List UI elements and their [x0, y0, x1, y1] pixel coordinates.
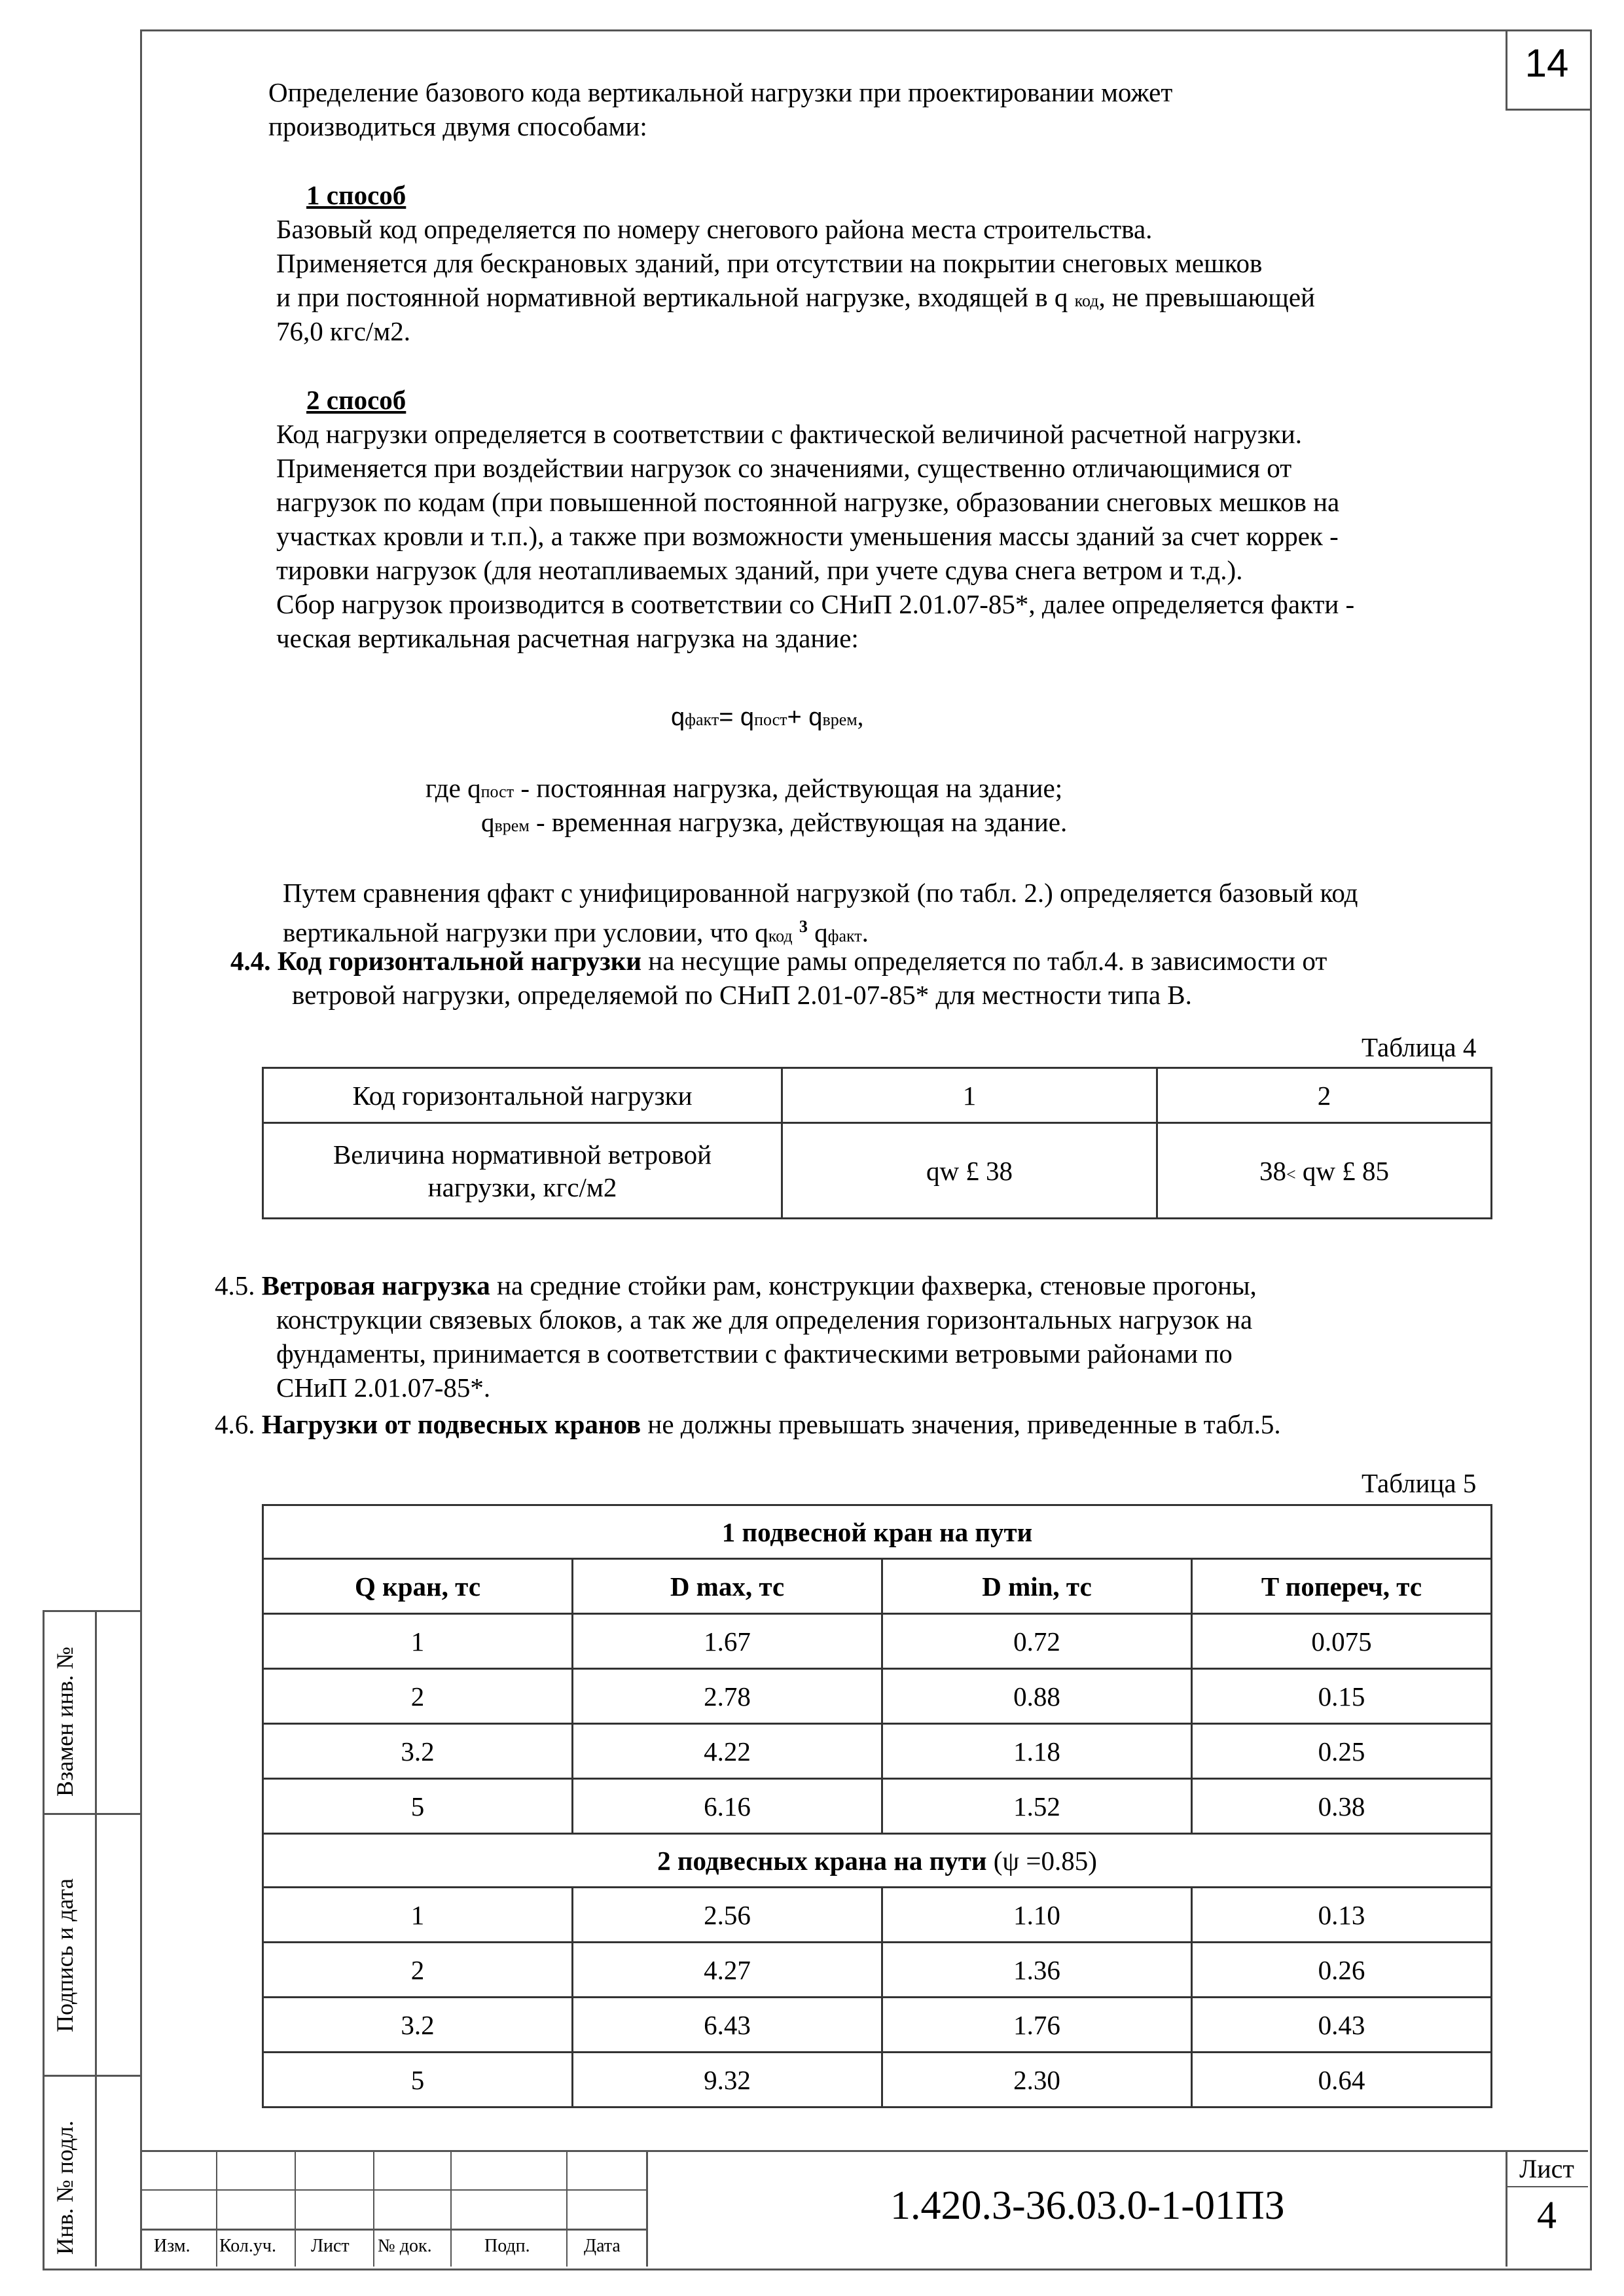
where-line-1: [425, 771, 1062, 809]
method1-line-3-end: , не превышающей: [1098, 282, 1315, 312]
table4-v2-b: qw £ 85: [1295, 1155, 1390, 1186]
compare-line-1: Путем сравнения qфакт с унифицированной нагрузкой (по табл. 2.) определяется базовый код: [283, 878, 1358, 908]
table4-header-code1: 1: [782, 1068, 1157, 1123]
sheet-number: 4: [1537, 2193, 1557, 2236]
method1-line-3: [276, 280, 1315, 318]
table4-row-label-2: нагрузки, кгс/м2: [427, 1172, 617, 1202]
table5-group2-title-bold: 2 подвесных крана на пути: [657, 1845, 987, 1876]
section-4-6-num: 4.6.: [215, 1409, 262, 1439]
table5: [262, 1504, 1492, 2108]
table4-header-label: Код горизонтальной нагрузки: [263, 1068, 782, 1123]
formula-post: пост: [754, 710, 787, 729]
table-cell: 2.56: [573, 1888, 882, 1943]
method2-line-4: участках кровли и т.п.), а также при возможности уменьшения массы зданий за счет коррек -: [276, 521, 1339, 551]
table5-group1-title: 1 подвесной кран на пути: [263, 1505, 1492, 1559]
stamp-ndok: № док.: [378, 2236, 432, 2256]
table-cell: 2: [263, 1943, 573, 1998]
table5-group2-title-rest: (ψ =0.85): [986, 1845, 1097, 1876]
section-4-4-title: 4.4. Код горизонтальной нагрузки: [230, 946, 642, 976]
table-row: [263, 2053, 1492, 2108]
section-4-5-num: 4.5.: [215, 1270, 262, 1300]
table-cell: 1.10: [882, 1888, 1192, 1943]
table-cell: 5: [263, 2053, 573, 2108]
table-row: [263, 1943, 1492, 1998]
table-cell: 9.32: [573, 2053, 882, 2108]
where-2b: - временная нагрузка, действующая на здание.: [529, 807, 1068, 837]
table-cell: 0.13: [1192, 1888, 1492, 1943]
side-divider-1: [43, 1813, 140, 1815]
table5-header-t: T попереч, тс: [1192, 1559, 1492, 1614]
table5-header-dmax: D max, тс: [573, 1559, 882, 1614]
compare-2-sup: 3: [799, 917, 808, 936]
stamp-col-5: [566, 2150, 568, 2267]
section-4-5-line-1: [215, 1268, 1257, 1302]
section-4-5-title: Ветровая нагрузка: [261, 1270, 490, 1300]
where-1-sub: пост: [480, 782, 514, 801]
table-cell: 1.36: [882, 1943, 1192, 1998]
side-label-zamen: Взамен инв. №: [52, 1646, 78, 1797]
table-cell: 4.27: [573, 1943, 882, 1998]
compare-2-sub: код: [768, 926, 793, 946]
side-divider-v: [95, 1610, 97, 2267]
table-cell: 0.15: [1192, 1669, 1492, 1724]
table-cell: 1.18: [882, 1724, 1192, 1779]
stamp-data: Дата: [584, 2236, 621, 2256]
section-4-6-rest: не должны превышать значения, приведенные в табл.5.: [641, 1409, 1281, 1439]
intro-line-1: Определение базового кода вертикальной нагрузки при проектировании может: [268, 77, 1173, 107]
method1-line-4: 76,0 кгс/м2.: [276, 316, 411, 346]
table-cell: 0.38: [1192, 1779, 1492, 1834]
method1-line-1: Базовый код определяется по номеру снегового района места строительства.: [276, 214, 1153, 244]
formula-vrem: врем: [822, 710, 857, 729]
table-cell: 0.64: [1192, 2053, 1492, 2108]
table-cell: 5: [263, 1779, 573, 1834]
table-row: [263, 1888, 1492, 1943]
table-cell: 0.25: [1192, 1724, 1492, 1779]
table-cell: 0.075: [1192, 1614, 1492, 1669]
table-cell: 0.72: [882, 1614, 1192, 1669]
table5-header-q: Q кран, тс: [263, 1559, 573, 1614]
formula: [671, 700, 863, 737]
stamp-col-4: [450, 2150, 452, 2267]
compare-2b: q: [814, 917, 828, 948]
formula-end: ,: [857, 704, 864, 731]
table-cell: 2.30: [882, 2053, 1192, 2108]
table-cell: 6.16: [573, 1779, 882, 1834]
compare-2a: вертикальной нагрузки при условии, что q: [283, 917, 768, 948]
formula-fakt: факт: [685, 710, 719, 729]
section-4-5-line-4: СНиП 2.01.07-85*.: [276, 1372, 491, 1403]
section-4-4-rest: на несущие рамы определяется по табл.4. в зависимости от: [641, 946, 1327, 976]
section-4-5-rest: на средние стойки рам, конструкции фахверка, стеновые прогоны,: [490, 1270, 1257, 1300]
section-4-5-line-3: фундаменты, принимается в соответствии с фактическими ветровыми районами по: [276, 1338, 1233, 1369]
table-cell: 3.2: [263, 1724, 573, 1779]
section-4-6-title: Нагрузки от подвесных кранов: [261, 1409, 641, 1439]
method1-line-3-sub: код: [1074, 291, 1099, 310]
table-cell: 4.22: [573, 1724, 882, 1779]
section-4-6-line: [215, 1407, 1281, 1441]
table4-value-code1: qw £ 38: [782, 1123, 1157, 1219]
stamp-col-6: [646, 2150, 648, 2267]
table-cell: 1: [263, 1888, 573, 1943]
table5-group2-title: [263, 1834, 1492, 1888]
stamp-sheet-line: [1506, 2186, 1588, 2187]
table-cell: 1.67: [573, 1614, 882, 1669]
table-cell: 0.26: [1192, 1943, 1492, 1998]
method2-title: 2 способ: [306, 385, 406, 415]
stamp-podp: Подп.: [484, 2236, 530, 2256]
method2-line-1: Код нагрузки определяется в соответствии с фактической величиной расчетной нагрузки.: [276, 419, 1302, 449]
stamp-col-1: [216, 2150, 217, 2267]
side-divider-2: [43, 2075, 140, 2077]
table-cell: 1: [263, 1614, 573, 1669]
table-row: [263, 1779, 1492, 1834]
table-row: [263, 1669, 1492, 1724]
table4-v2-lt: <: [1286, 1164, 1296, 1184]
section-4-4-line-2: ветровой нагрузки, определяемой по СНиП 2.01-07-85* для местности типа В.: [292, 980, 1192, 1010]
stamp-col-2: [295, 2150, 296, 2267]
compare-2c: .: [861, 917, 869, 948]
table-cell: 1.52: [882, 1779, 1192, 1834]
sheet-label: Лист: [1519, 2154, 1574, 2183]
stamp-list: Лист: [311, 2236, 350, 2256]
table-row: [263, 1998, 1492, 2053]
table-cell: 6.43: [573, 1998, 882, 2053]
section-4-4-line-1: [230, 944, 1327, 978]
compare-2-sub2: факт: [827, 926, 862, 946]
formula-eq: = q: [719, 704, 755, 731]
method2-line-7: ческая вертикальная расчетная нагрузка на здание:: [276, 623, 859, 653]
method2-line-5: тировки нагрузок (для неотапливаемых зданий, при учете сдува снега ветром и т.д.).: [276, 555, 1243, 585]
method2-line-6: Сбор нагрузок производится в соответствии со СНиП 2.01.07-85*, далее определяется факти -: [276, 589, 1355, 619]
table5-header-dmin: D min, тс: [882, 1559, 1192, 1614]
method2-line-2: Применяется при воздействии нагрузок со значениями, существенно отличающимися от: [276, 453, 1292, 483]
stamp-col-3: [373, 2150, 374, 2267]
formula-q: q: [671, 704, 685, 731]
method2-line-3: нагрузок по кодам (при повышенной постоянной нагрузке, образовании снеговых мешков на: [276, 487, 1340, 517]
where-2-sub: врем: [494, 816, 530, 835]
table4-v2-a: 38: [1259, 1155, 1286, 1186]
table4-caption: Таблица 4: [1362, 1032, 1477, 1062]
table5-caption: Таблица 5: [1362, 1468, 1477, 1498]
table4: [262, 1067, 1492, 1219]
table4-value-code2: [1157, 1123, 1492, 1219]
table4-row-label-1: Величина нормативной ветровой: [333, 1139, 712, 1170]
page-number: 14: [1525, 41, 1569, 85]
table4-row-label: [263, 1123, 782, 1219]
table-cell: 3.2: [263, 1998, 573, 2053]
where-2a: q: [481, 807, 495, 837]
stamp-izm: Изм.: [154, 2236, 190, 2256]
table-cell: 0.88: [882, 1669, 1192, 1724]
stamp-kol: Кол.уч.: [219, 2236, 276, 2256]
table-row: [263, 1724, 1492, 1779]
table-cell: 2: [263, 1669, 573, 1724]
where-1b: - постоянная нагрузка, действующая на здание;: [514, 773, 1063, 803]
table-cell: 0.43: [1192, 1998, 1492, 2053]
method1-title: 1 способ: [306, 180, 406, 210]
table-cell: 1.76: [882, 1998, 1192, 2053]
table4-header-code2: 2: [1157, 1068, 1492, 1123]
where-line-2: [481, 805, 1067, 843]
method1-line-3-main: и при постоянной нормативной вертикальной нагрузке, входящей в q: [276, 282, 1068, 312]
section-4-5-line-2: конструкции связевых блоков, а так же для определения горизонтальных нагрузок на: [276, 1304, 1253, 1335]
table-cell: 2.78: [573, 1669, 882, 1724]
method1-line-2: Применяется для бескрановых зданий, при отсутствии на покрытии снеговых мешков: [276, 248, 1263, 278]
side-label-inv: Инв. № подл.: [52, 2120, 78, 2255]
intro-line-2: производиться двумя способами:: [268, 111, 647, 141]
table-row: [263, 1614, 1492, 1669]
stamp-top-line: [140, 2150, 1588, 2152]
formula-plus: + q: [787, 704, 823, 731]
side-label-podpis: Подпись и дата: [52, 1878, 78, 2032]
where-1a: где q: [425, 773, 481, 803]
document-code: 1.420.3-36.03.0-1-01ПЗ: [890, 2183, 1285, 2228]
